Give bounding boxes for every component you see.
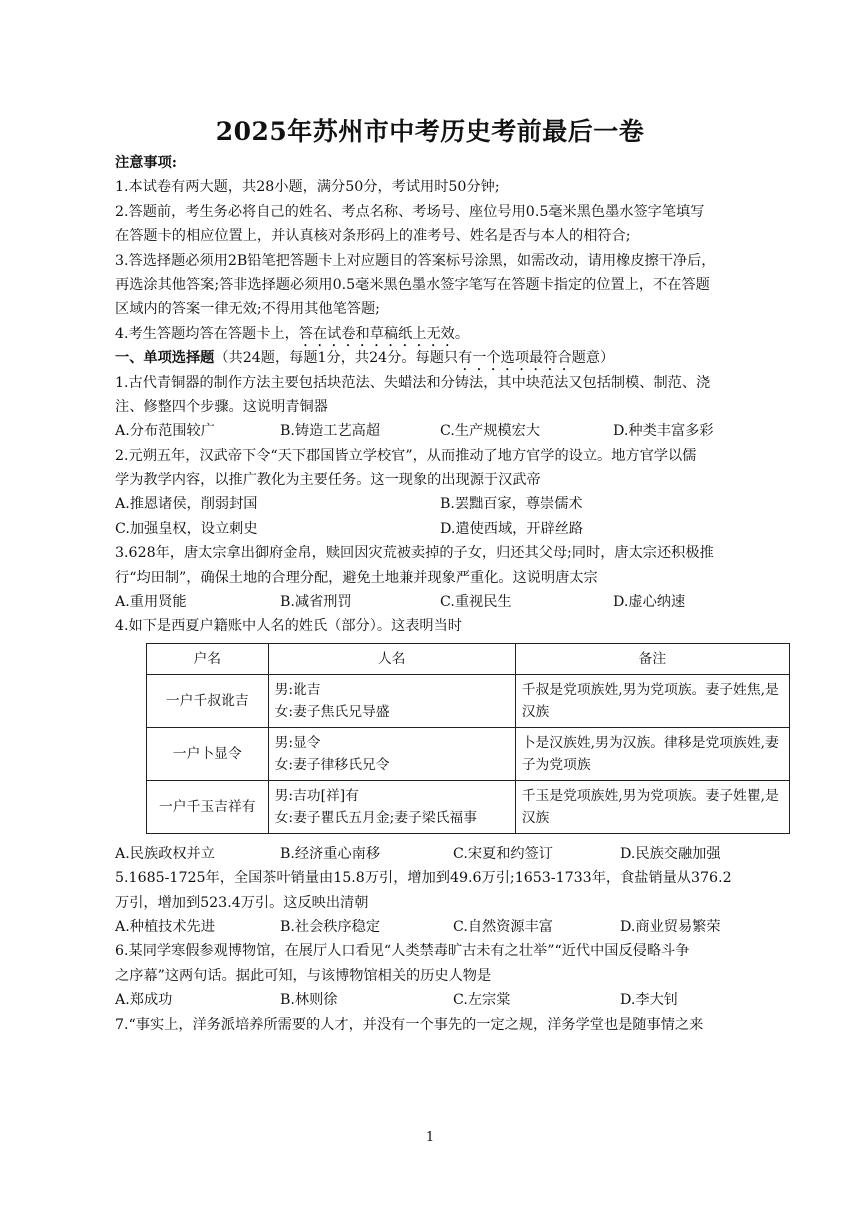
notice-line: 区域内的答案一律无效;不得用其他笔答题; <box>115 301 380 318</box>
table-header-cell: 户名 <box>147 643 269 674</box>
option-c[interactable]: C.加强皇权，设立刺史 <box>115 520 258 537</box>
question-4-stem: 4.如下是西夏户籍账中人名的姓氏（部分）。这表明当时 <box>115 618 462 635</box>
table-header-row <box>147 643 790 674</box>
question-1-stem: 1.古代青铜器的制作方法主要包括块范法、失蜡法和分铸法，其中块范法又包括制模、制范、浇 <box>115 374 711 391</box>
option-a[interactable]: A.推恩诸侯，削弱封国 <box>115 496 258 513</box>
note-cell: 千叔是党项族姓,男为党项族。妻子姓焦,是汉族 <box>515 674 789 727</box>
notice-heading: 注意事项: <box>115 155 177 171</box>
option-c[interactable]: C.左宗棠 <box>453 992 511 1009</box>
female-name: 女:妻子瞿氏五月金;妻子梁氏福事 <box>274 809 478 826</box>
option-d[interactable]: D.商业贸易繁荣 <box>620 918 721 935</box>
person-name-cell <box>268 674 515 727</box>
question-5-stem: 万引，增加到523.4万引。这反映出清朝 <box>115 894 369 911</box>
question-5-stem: 5.1685-1725年，全国茶叶销量由15.8万引，增加到49.6万引;1653-1733年，食盐销量从376.2 <box>115 870 732 887</box>
notice-line: 在答题卡的相应位置上，并认真核对条形码上的准考号、姓名是否与本人的相符合; <box>115 228 631 245</box>
household-register-table <box>146 643 790 834</box>
section-1-header <box>115 346 775 370</box>
male-name: 男:显令 <box>274 734 321 751</box>
option-b[interactable]: B.社会秩序稳定 <box>280 918 381 935</box>
option-a[interactable]: A.重用贤能 <box>115 594 187 611</box>
option-a[interactable]: A.郑成功 <box>115 992 173 1009</box>
question-6-options <box>115 988 775 1012</box>
question-1-stem: 注、修整四个步骤。这说明青铜器 <box>115 398 328 415</box>
question-1-options <box>115 419 775 443</box>
option-c[interactable]: C.自然资源丰富 <box>453 918 553 935</box>
question-2-options <box>115 492 775 516</box>
question-3-options <box>115 590 775 614</box>
female-name: 女:妻子律移氏兄令 <box>274 756 390 773</box>
question-7-stem: 7.“事实上，洋务派培养所需要的人才，并没有一个事先的一定之规，洋务学堂也是随事情之来 <box>115 1016 704 1033</box>
option-c[interactable]: C.宋夏和约签订 <box>453 845 553 862</box>
option-b[interactable]: B.经济重心南移 <box>280 845 381 862</box>
section-1-desc-suffix: 题意） <box>571 350 615 367</box>
notice-line-4-suffix: 。 <box>454 325 470 342</box>
question-2-options <box>115 517 775 541</box>
option-b[interactable]: B.罢黜百家，尊崇儒术 <box>440 496 583 513</box>
table-row <box>147 780 790 833</box>
option-a[interactable]: A.民族政权并立 <box>115 845 215 862</box>
person-name-cell <box>268 727 515 780</box>
exam-title: 2025年苏州市中考历史考前最后一卷 <box>215 117 645 146</box>
table-row <box>147 674 790 727</box>
table-header-cell: 备注 <box>515 643 789 674</box>
table-row <box>147 727 790 780</box>
question-2-stem: 学为教学内容，以推广教化为主要任务。这一现象的出现源于汉武帝 <box>115 472 541 489</box>
notice-line: 再选涂其他答案;答非选择题必须用0.5毫米黑色墨水签字笔写在答题卡指定的位置上，不在答题 <box>115 276 710 293</box>
option-d[interactable]: D.遣使西域，开辟丝路 <box>440 520 584 537</box>
option-b[interactable]: B.减省刑罚 <box>280 594 352 611</box>
question-5-options <box>115 915 775 939</box>
person-name-cell <box>268 780 515 833</box>
note-cell: 千玉是党项族姓,男为党项族。妻子姓瞿,是汉族 <box>515 780 789 833</box>
female-name: 女:妻子焦氏兄导盛 <box>274 703 390 720</box>
question-6-stem: 之序幕”这两句话。据此可知，与该博物馆相关的历史人物是 <box>115 967 492 984</box>
question-3-stem: 3.628年，唐太宗拿出御府金帛，赎回因灾荒被卖掉的子女，归还其父母;同时，唐太宗还积极推 <box>115 545 714 562</box>
question-2-stem: 2.元朔五年，汉武帝下令“天下郡国皆立学校官”，从而推动了地方官学的设立。地方官学以儒 <box>115 447 697 464</box>
page-number: 1 <box>425 1130 435 1145</box>
option-c[interactable]: C.重视民生 <box>440 594 512 611</box>
notice-line-4-prefix: 4.考生答题均答在答题卡上， <box>115 325 299 342</box>
notice-line-4-emphasis: 答在试卷和草稿纸上无效 <box>298 325 455 342</box>
question-6-stem: 6.某同学寒假参观博物馆，在展厅人口看见“人类禁毒旷古未有之壮举”“近代中国反侵略斗争 <box>115 943 690 960</box>
option-d[interactable]: D.民族交融加强 <box>620 845 721 862</box>
question-4-options <box>115 842 775 866</box>
household-name-cell: 一户卜显令 <box>147 727 269 780</box>
option-d[interactable]: D.虚心纳速 <box>613 594 686 611</box>
male-name: 男:吉功[祥]有 <box>274 787 359 804</box>
note-cell: 卜是汉族姓,男为汉族。律移是党项族姓,妻子为党项族 <box>515 727 789 780</box>
option-b[interactable]: B.铸造工艺高超 <box>280 423 381 440</box>
option-b[interactable]: B.林则徐 <box>280 992 338 1009</box>
option-c[interactable]: C.生产规模宏大 <box>440 423 540 440</box>
notice-line: 3.答选择题必须用2B铅笔把答题卡上对应题目的答案标号涂黑，如需改动，请用橡皮擦干净后， <box>115 252 716 269</box>
question-3-stem: 行“均田制”，确保土地的合理分配，避免土地兼并现象严重化。这说明唐太宗 <box>115 569 598 586</box>
male-name: 男:讹吉 <box>274 681 321 698</box>
notice-line: 1.本试卷有两大题，共28小题，满分50分，考试用时50分钟; <box>115 179 500 196</box>
section-1-desc-prefix: （共24题，每题1分，共24分。每题只 <box>214 350 459 367</box>
notice-line-4 <box>115 322 775 346</box>
household-name-cell: 一户千叔讹吉 <box>147 674 269 727</box>
table-header-cell: 人名 <box>268 643 515 674</box>
notice-line: 2.答题前，考生务必将自己的姓名、考点名称、考场号、座位号用0.5毫米黑色墨水签字笔填写 <box>115 203 705 220</box>
option-d[interactable]: D.李大钊 <box>620 992 678 1009</box>
section-1-heading: 一、单项选择题 <box>115 350 215 367</box>
option-a[interactable]: A.分布范围较广 <box>115 423 215 440</box>
section-1-desc-emphasis: 有一个选项最符合 <box>458 350 572 367</box>
exam-content <box>115 151 779 1037</box>
option-a[interactable]: A.种植技术先进 <box>115 918 215 935</box>
household-name-cell: 一户千玉吉祥有 <box>147 780 269 833</box>
option-d[interactable]: D.种类丰富多彩 <box>613 423 714 440</box>
